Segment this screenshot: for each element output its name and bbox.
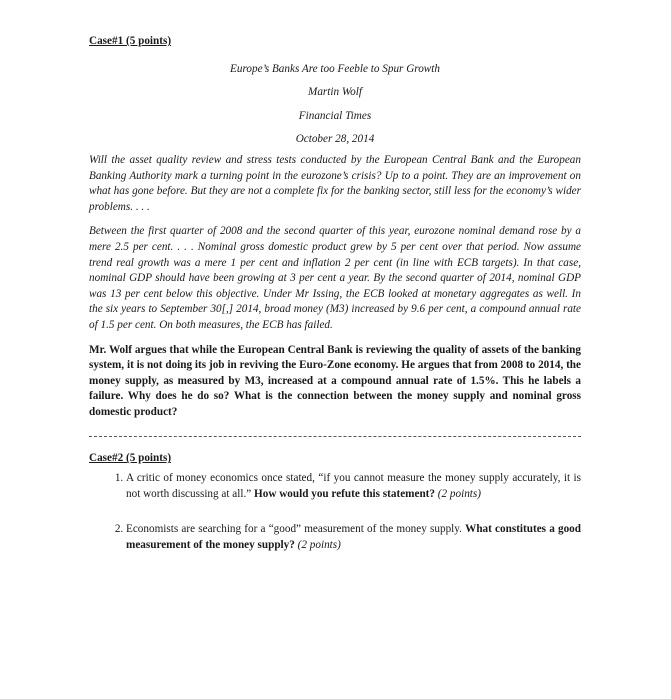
case2-question-list (89, 471, 581, 553)
case2-heading: Case#2 (5 points) (89, 452, 172, 465)
question-1-prompt: How would you refute this statement? (254, 487, 435, 500)
article-author: Martin Wolf (308, 86, 362, 99)
question-1-points: (2 points) (437, 487, 481, 500)
article-title: Europe’s Banks Are too Feeble to Spur Growth (230, 62, 440, 75)
case1-heading: Case#1 (5 points) (89, 35, 172, 47)
quote-paragraph-2: Between the first quarter of 2008 and the second quarter of this year, eurozone nominal demand rose by a mere 2.5 per cent. . . . Nominal gross domestic product grew by 5 per cent over that period. Now assume trend real growth was a mere 1 per cent and inflation 2 per cent (in line with ECB targets). In that case, nominal GDP should have been growing at 3 per cent a year. By the second quarter of 2014, nominal GDP was 13 per cent below this objective. Under Mr Issing, the ECB looked at monetary aggregates as well. In the six years to September 30[,] 2014, broad money (M3) increased by 9.6 per cent, a compound annual rate of 1.5 per cent. On both measures, the ECB has failed. (89, 225, 581, 331)
question-2-prompt: What constitutes a good measurement of the money supply? (126, 523, 581, 551)
question-2-text: Economists are searching for a “good” measurement of the money supply. (126, 523, 462, 536)
article-date: October 28, 2014 (295, 133, 375, 146)
question-1-text: A critic of money economics once stated, “if you cannot measure the money supply accurately, it is not worth discussing at all.” (126, 472, 581, 500)
case2-question-2 (126, 522, 581, 553)
case2-question-1 (126, 471, 581, 502)
quote-paragraph-1: Will the asset quality review and stress tests conducted by the European Central Bank and the European Banking Authority mark a turning point in the eurozone’s crisis? Up to a point. They are an improvement on what has gone before. But they are not a complete fix for the banking sector, still less for the economy’s wider problems. . . . (89, 153, 581, 213)
article-publication: Financial Times (298, 109, 372, 122)
question-2-points: (2 points) (297, 538, 341, 551)
document-body (89, 34, 581, 553)
case1-question: Mr. Wolf argues that while the European Central Bank is reviewing the quality of assets of the banking system, it is not doing its job in reviving the Euro-Zone economy. He argues that from 2008 to 2014, the money supply, as measured by M3, increased at a compound annual rate of 1.5%. This he labels a failure. Why does he do so? What is the connection between the money supply and nominal gross domestic product? (89, 343, 581, 418)
